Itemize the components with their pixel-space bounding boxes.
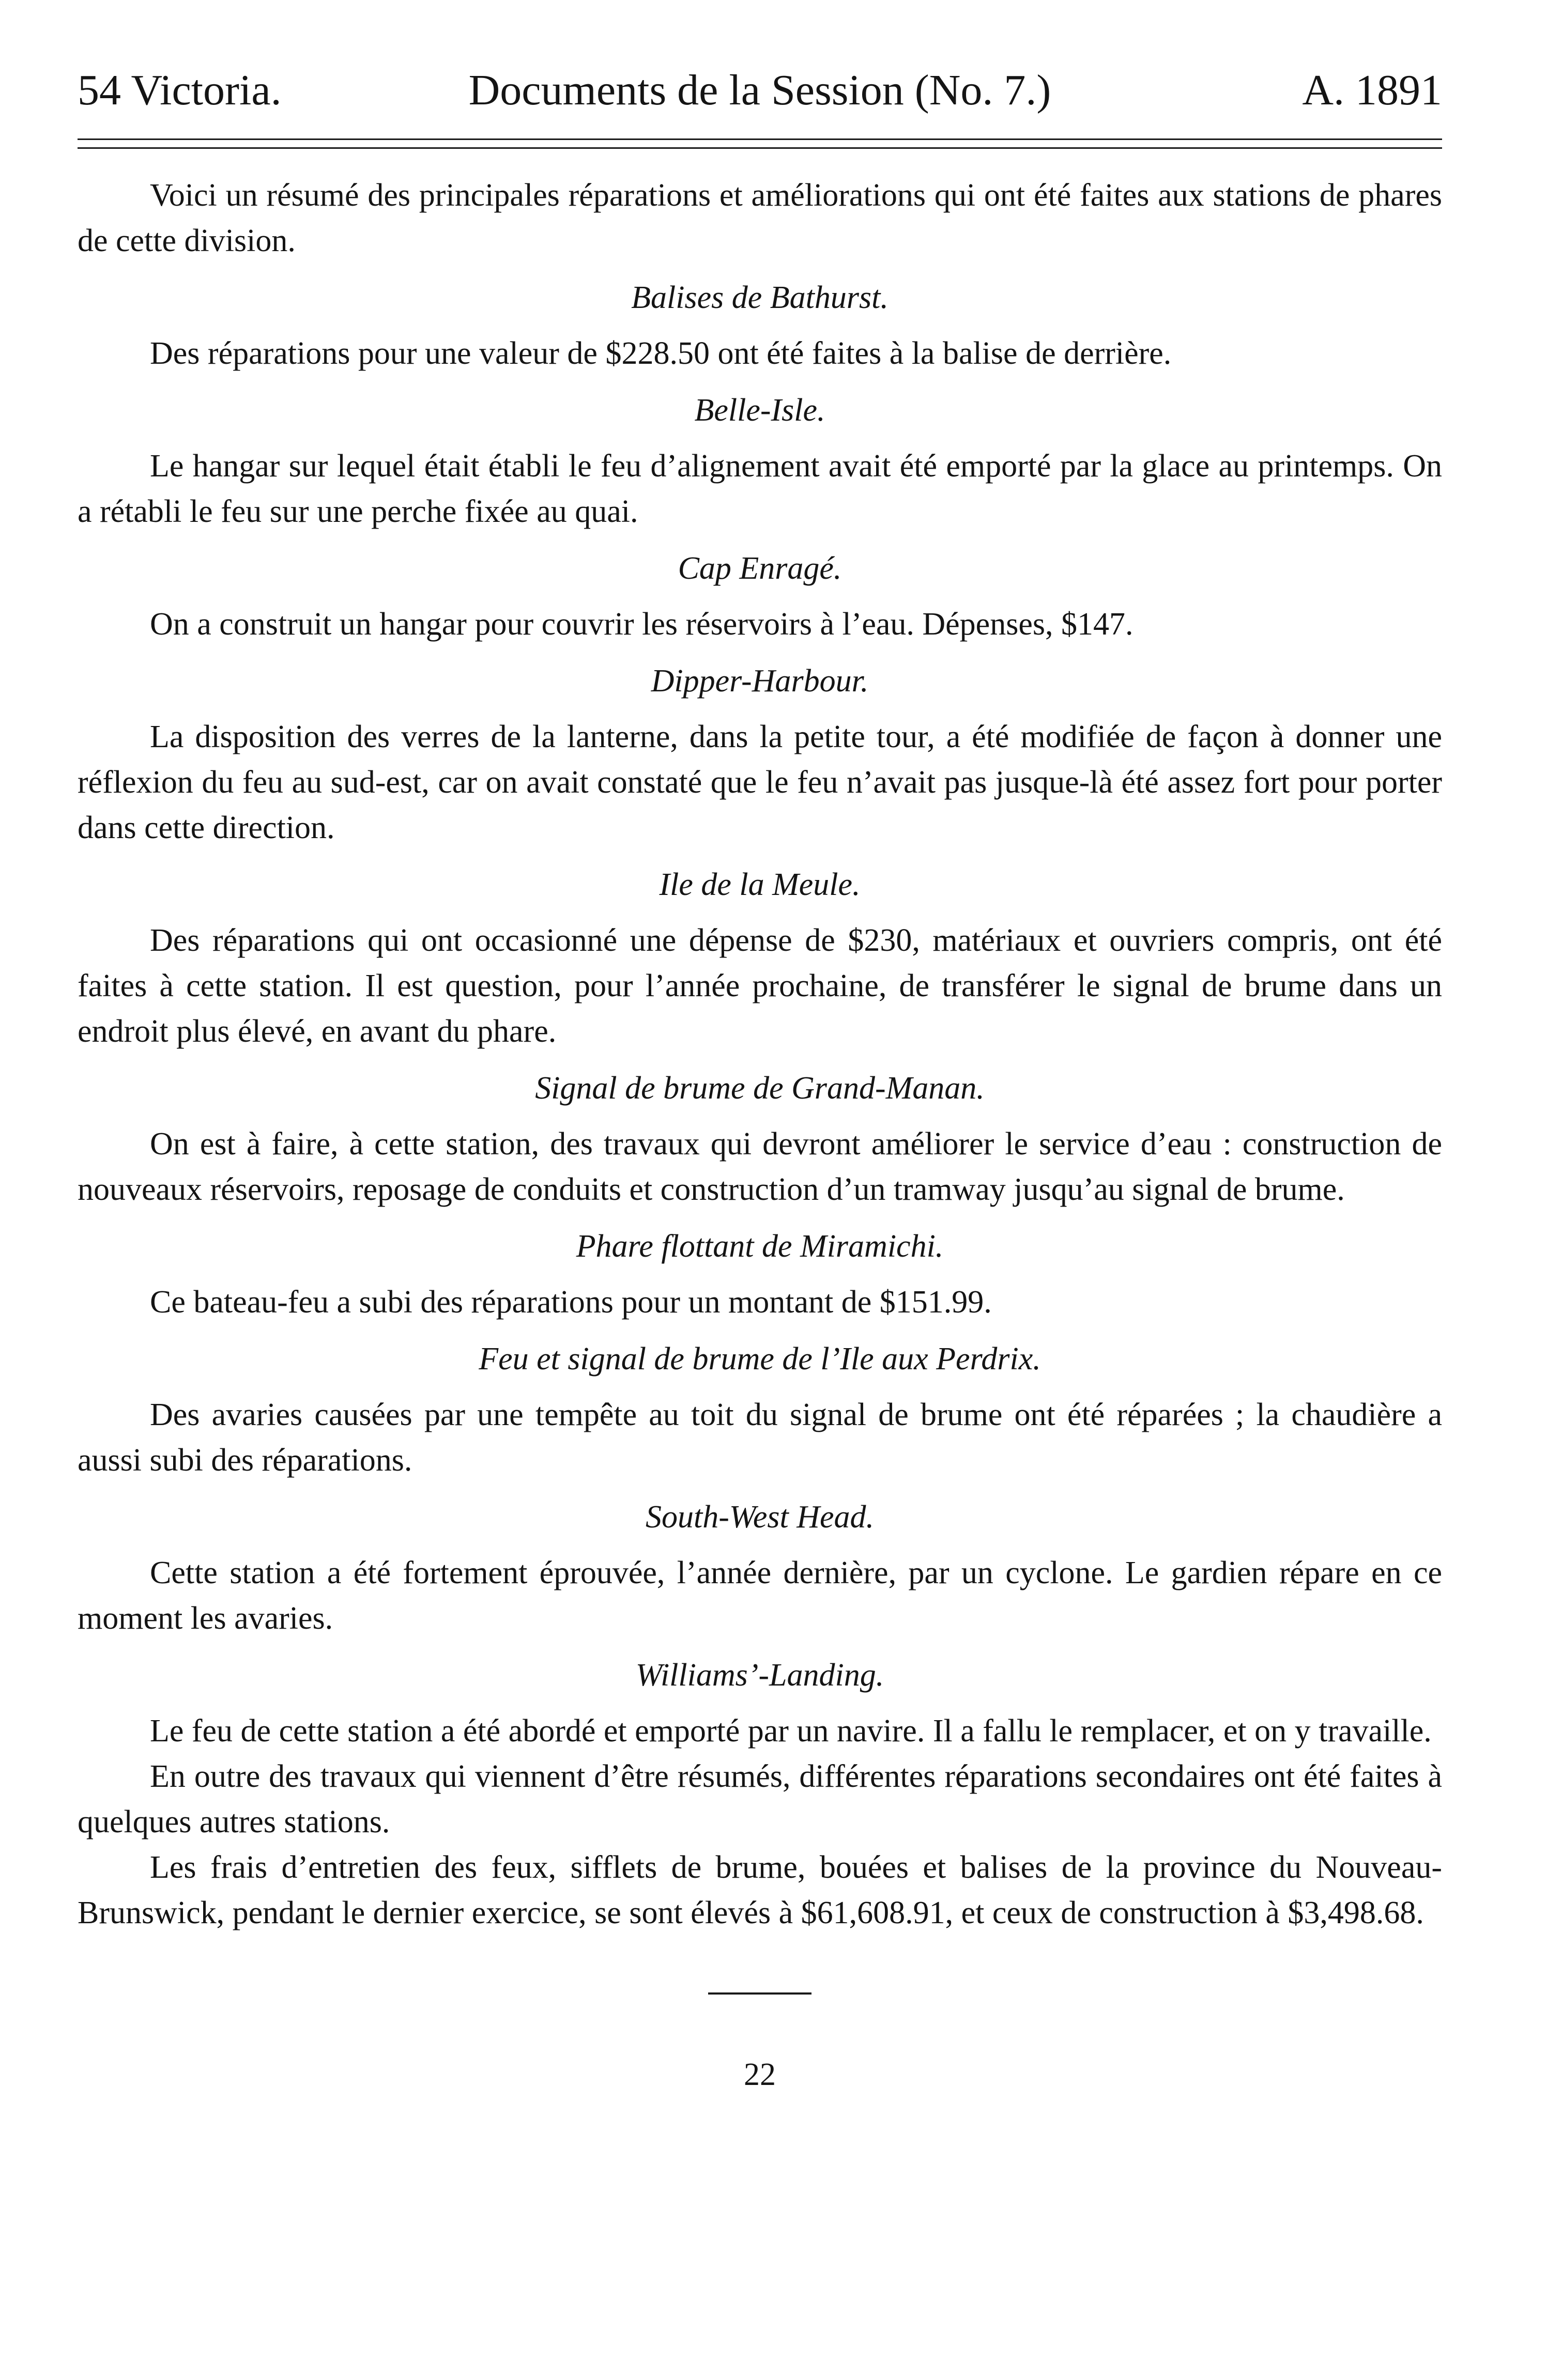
section-heading-cap-enrage: Cap Enragé. bbox=[678, 551, 842, 586]
section-text-ile-aux-perdrix: Des avaries causées par une tempête au toit du signal de brume ont été réparées ; la chaudière a aussi subi des réparations. bbox=[78, 1397, 1442, 1478]
section-heading-dipper-harbour: Dipper-Harbour. bbox=[651, 663, 869, 699]
document-page bbox=[78, 57, 1442, 2361]
running-header bbox=[78, 57, 1442, 124]
section-text-bathurst: Des réparations pour une valeur de $228.50 ont été faites à la balise de derrière. bbox=[150, 336, 1172, 371]
section-heading-williams-landing: Williams’-Landing. bbox=[635, 1658, 884, 1693]
header-year: A. 1891 bbox=[1302, 66, 1442, 114]
footer-rule bbox=[708, 1992, 811, 1995]
section-text-williams-landing: Le feu de cette station a été abordé et emporté par un navire. Il a fallu le remplacer, et on y travaille. bbox=[150, 1713, 1432, 1749]
section-text-ile-de-la-meule: Des réparations qui ont occasionné une dépense de $230, matériaux et ouvriers compris, ont été faites à cette station. Il est question, pour l’année prochaine, de transférer le signal de brume dans un endroit plus élevé, en avant du phare. bbox=[78, 923, 1442, 1049]
section-heading-ile-aux-perdrix: Feu et signal de brume de l’Ile aux Perdrix. bbox=[479, 1341, 1041, 1377]
section-heading-grand-manan: Signal de brume de Grand-Manan. bbox=[535, 1071, 985, 1106]
header-double-rule bbox=[78, 138, 1442, 149]
page-number: 22 bbox=[744, 2057, 776, 2092]
section-text-belle-isle: Le hangar sur lequel était établi le feu d’alignement avait été emporté par la glace au printemps. On a rétabli le feu sur une perche fixée au quai. bbox=[78, 449, 1442, 529]
section-text-south-west-head: Cette station a été fortement éprouvée, l’année dernière, par un cyclone. Le gardien répare en ce moment les avaries. bbox=[78, 1555, 1442, 1636]
section-heading-south-west-head: South-West Head. bbox=[646, 1500, 874, 1535]
section-text-grand-manan: On est à faire, à cette station, des travaux qui devront améliorer le service d’eau : construction de nouveaux réservoirs, reposage de conduits et construction d’un tramway jusqu’au signal de brume. bbox=[78, 1126, 1442, 1207]
section-text-dipper-harbour: La disposition des verres de la lanterne, dans la petite tour, a été modifiée de façon à donner une réflexion du feu au sud-est, car on avait constaté que le feu n’avait pas jusque-là été assez fort pour porter dans cette direction. bbox=[78, 719, 1442, 845]
section-text-cap-enrage: On a construit un hangar pour couvrir les réservoirs à l’eau. Dépenses, $147. bbox=[150, 607, 1134, 642]
section-heading-bathurst: Balises de Bathurst. bbox=[631, 280, 889, 315]
section-heading-belle-isle: Belle-Isle. bbox=[694, 393, 825, 428]
intro-paragraph: Voici un résumé des principales réparations et améliorations qui ont été faites aux stations de phares de cette division. bbox=[78, 178, 1442, 258]
document-body bbox=[78, 173, 1442, 1936]
section-heading-miramichi: Phare flottant de Miramichi. bbox=[576, 1229, 944, 1264]
closing-paragraph-expenses: Les frais d’entretien des feux, sifflets de brume, bouées et balises de la province du Nouveau-Brunswick, pendant le dernier exercice, se sont élevés à $61,608.91, et ceux de construction à $3,498.68. bbox=[78, 1850, 1442, 1930]
section-text-miramichi: Ce bateau-feu a subi des réparations pour un montant de $151.99. bbox=[150, 1285, 992, 1320]
header-title: Documents de la Session (No. 7.) bbox=[468, 66, 1051, 114]
section-heading-ile-de-la-meule: Ile de la Meule. bbox=[659, 867, 861, 902]
header-volume: 54 Victoria. bbox=[78, 66, 282, 114]
closing-paragraph-secondary-repairs: En outre des travaux qui viennent d’être résumés, différentes réparations secondaires ont été faites à quelques autres stations. bbox=[78, 1759, 1442, 1840]
